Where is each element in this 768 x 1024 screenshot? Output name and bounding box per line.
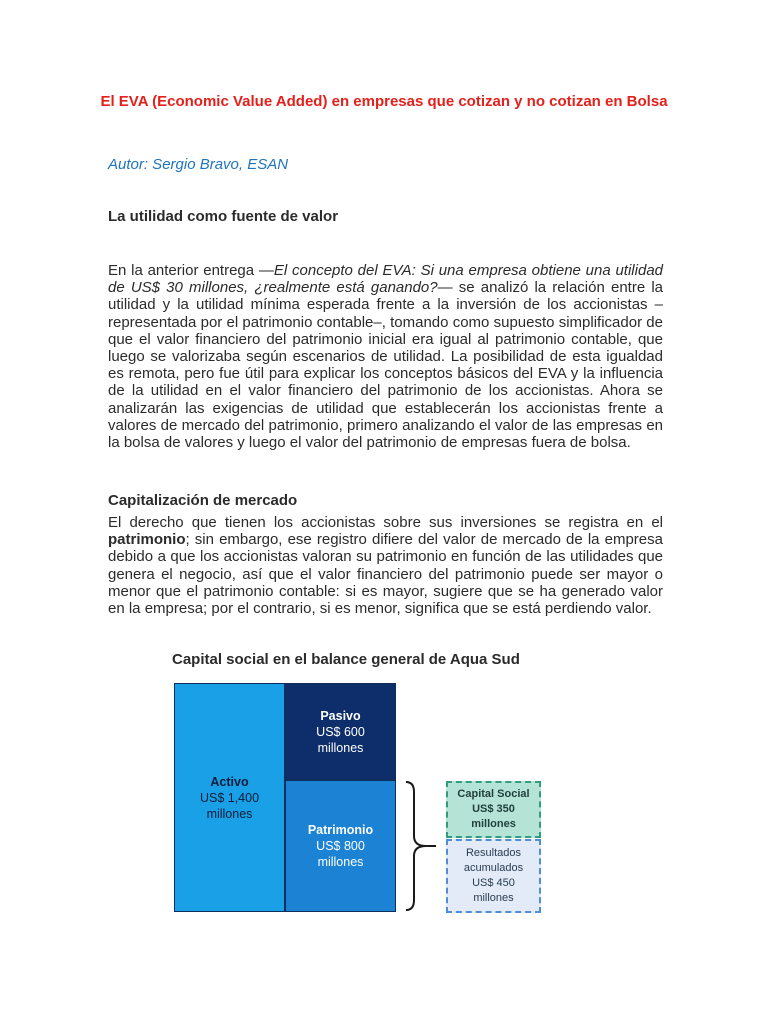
paragraph-text: — se analizó la relación entre la utilidad y la utilidad mínima esperada frente a la inversión de los accionistas – representada por el patrimonio contable–, tomando como supuesto simplificador de que el valor financiero del patrimonio inicial era igual al patrimonio contable, que luego se valorizaba según escenarios de utilidad. La posibilidad de esta igualdad es remota, pero fue útil para explicar los conceptos básicos del EVA y la influencia de la utilidad en el valor financiero del patrimonio de los accionistas. Ahora se analizarán las exigencias de utilidad que establecerán los accionistas frente a valores de mercado del patrimonio, primero analizando el valor de las empresas en la bolsa de valores y luego el valor del patrimonio de empresas fuera de bolsa. (108, 279, 663, 452)
pasivo-block (285, 683, 396, 780)
document-title: El EVA (Economic Value Added) en empresas que cotizan y no cotizan en Bolsa (100, 93, 668, 110)
pasivo-value: US$ 600 (316, 724, 365, 739)
author-line: Autor: Sergio Bravo, ESAN (108, 156, 289, 173)
paragraph-capitalizacion (108, 514, 663, 617)
activo-unit: millones (206, 806, 253, 821)
patrimonio-unit: millones (317, 855, 364, 869)
capital-social-value: US$ 350 (472, 803, 515, 815)
pasivo-unit: millones (317, 740, 364, 755)
resultados-acumulados-block (446, 839, 541, 913)
activo-label: Activo (210, 774, 249, 789)
paragraph-utilidad (108, 262, 663, 451)
resultados-label-line2: acumulados (463, 862, 524, 874)
capital-social-label: Capital Social (457, 788, 530, 800)
keyword-patrimonio: patrimonio (108, 531, 186, 549)
patrimonio-block (285, 780, 396, 912)
resultados-label-line1: Resultados (465, 847, 522, 859)
pasivo-label: Pasivo (320, 708, 361, 723)
resultados-value: US$ 450 (472, 877, 515, 889)
figure-title: Capital social en el balance general de Aqua Sud (172, 651, 520, 668)
patrimonio-value: US$ 800 (316, 839, 365, 853)
paragraph-text: El derecho que tienen los accionistas sobre sus inversiones se registra en el (108, 514, 663, 531)
capital-social-block (446, 781, 541, 838)
patrimonio-label: Patrimonio (307, 823, 374, 837)
section-heading-utilidad: La utilidad como fuente de valor (108, 208, 339, 225)
activo-block (174, 683, 285, 912)
paragraph-text: ; sin embargo, ese registro difiere del valor de mercado de la empresa debido a que los accionistas valoran su patrimonio en función de las utilidades que genera el negocio, así que el valor financiero del patrimonio puede ser mayor o menor que el patrimonio contable: si es mayor, sugiere que se ha generado valor en la empresa; por el contrario, si es menor, significa que se está perdiendo valor. (108, 531, 663, 618)
paragraph-text: En la anterior entrega — (108, 262, 274, 279)
article-reference: El concepto del EVA: Si una empresa obtiene una utilidad de US$ 30 millones, ¿realmente está ganando? (108, 262, 663, 297)
resultados-unit: millones (473, 892, 514, 904)
curly-brace-icon (398, 780, 438, 912)
section-heading-capitalizacion: Capitalización de mercado (108, 492, 298, 509)
capital-social-unit: millones (471, 818, 516, 830)
activo-value: US$ 1,400 (199, 790, 260, 805)
